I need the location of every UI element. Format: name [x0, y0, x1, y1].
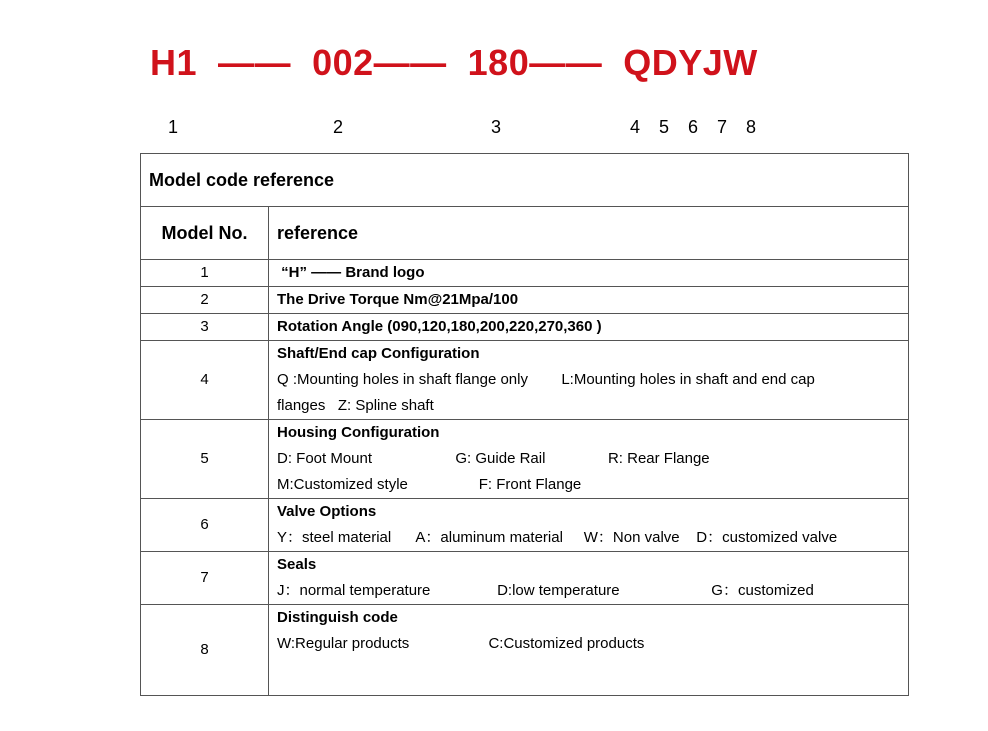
- row-number: 5: [141, 420, 269, 499]
- row-detail-line: W:Regular products C:Customized products: [277, 635, 645, 652]
- row-content: [269, 552, 909, 605]
- row-content: [269, 499, 909, 552]
- table-header-row: [141, 154, 909, 207]
- row-detail-line: Q :Mounting holes in shaft flange only L:Mounting holes in shaft and end cap: [277, 371, 815, 388]
- title-segment-1: H1: [150, 42, 198, 83]
- row-title: The Drive Torque Nm@21Mpa/100: [269, 287, 909, 314]
- table-header: Model code reference: [141, 154, 909, 207]
- table-row: [141, 260, 909, 287]
- position-number-2: 2: [333, 117, 344, 137]
- title-segment-4: QDYJW: [623, 42, 758, 83]
- row-number: 3: [141, 314, 269, 341]
- position-number-3: 3: [491, 117, 502, 137]
- row-title: Valve Options: [277, 503, 377, 520]
- row-title: Seals: [277, 556, 317, 573]
- row-content: [269, 605, 909, 696]
- position-number-4: 4: [630, 117, 641, 137]
- position-number-5: 5: [659, 117, 670, 137]
- table-row: [141, 605, 909, 696]
- table-row: [141, 287, 909, 314]
- position-number-7: 7: [717, 117, 728, 137]
- table-column-header-row: [141, 207, 909, 260]
- column-header-model-no: Model No.: [141, 207, 269, 260]
- table-row: [141, 552, 909, 605]
- row-number: 2: [141, 287, 269, 314]
- row-title: “H” —— Brand logo: [269, 260, 909, 287]
- row-content: [269, 341, 909, 420]
- column-header-reference: reference: [269, 207, 909, 260]
- title-segment-3: 180——: [467, 42, 603, 83]
- row-detail-line: D: Foot Mount G: Guide Rail R: Rear Flange: [277, 450, 710, 467]
- row-number: 8: [141, 605, 269, 696]
- row-detail-line: flanges Z: Spline shaft: [277, 397, 434, 414]
- position-number-6: 6: [688, 117, 699, 137]
- table-row: [141, 314, 909, 341]
- row-detail-line: J：normal temperature D:low temperature G：customized: [277, 582, 814, 599]
- table-row: [141, 499, 909, 552]
- row-title: Rotation Angle (090,120,180,200,220,270,360 ): [269, 314, 909, 341]
- row-detail-line: Y：steel material A：aluminum material W：Non valve D：customized valve: [277, 529, 838, 546]
- row-number: 4: [141, 341, 269, 420]
- row-title: Distinguish code: [277, 609, 398, 626]
- row-content: [269, 420, 909, 499]
- title-dash-1: ——: [218, 42, 292, 83]
- position-number-8: 8: [746, 117, 757, 137]
- table-row: [141, 420, 909, 499]
- model-code-title: [150, 42, 758, 90]
- title-segment-2: 002——: [312, 42, 447, 83]
- row-number: 1: [141, 260, 269, 287]
- table-row: [141, 341, 909, 420]
- position-number-1: 1: [168, 117, 179, 137]
- model-code-table: [140, 153, 909, 696]
- row-title: Housing Configuration: [277, 424, 440, 441]
- row-detail-line: M:Customized style F: Front Flange: [277, 476, 582, 493]
- row-title: Shaft/End cap Configuration: [277, 345, 480, 362]
- row-number: 7: [141, 552, 269, 605]
- row-number: 6: [141, 499, 269, 552]
